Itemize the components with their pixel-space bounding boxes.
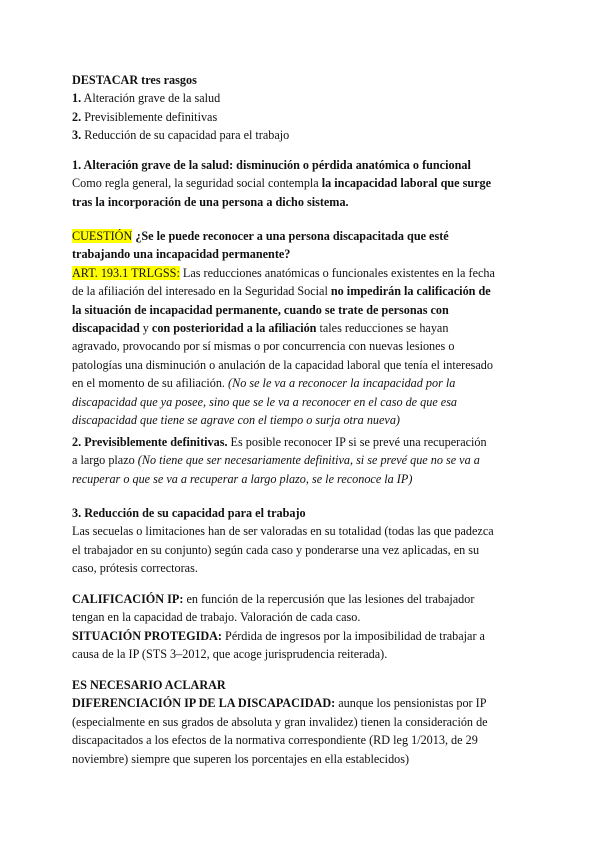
- section-title: ES NECESARIO ACLARAR: [72, 678, 226, 692]
- section-heading: 3. Reducción de su capacidad para el trabajo: [72, 506, 306, 520]
- list-item: 1. Alteración grave de la salud: [72, 91, 221, 106]
- section-heading: 1. Alteración grave de la salud: disminución o pérdida anatómica o funcional: [72, 158, 471, 172]
- highlighted-label: CUESTIÓN: [72, 229, 133, 243]
- term-label: SITUACIÓN PROTEGIDA:: [72, 628, 222, 643]
- section-title: DESTACAR tres rasgos: [72, 73, 197, 87]
- term-label: DIFERENCIACIÓN IP DE LA DISCAPACIDAD:: [72, 696, 336, 711]
- term-label: CALIFICACIÓN IP:: [72, 592, 184, 606]
- list-item: 3. Reducción de su capacidad para el trabajo: [72, 128, 290, 143]
- section-3: 3. Reducción de su capacidad para el trabajo Las secuelas o limitaciones han de ser valoradas en su totalidad (todas las que padezca el trabajador en su conjunto) según cada caso y ponderarse una vez aplicadas, en su caso, prótesis correctoras.: [72, 506, 494, 576]
- aclarar-section: ES NECESARIO ACLARAR DIFERENCIACIÓN IP DE LA DISCAPACIDAD: aunque los pensionistas por IP (especialmente en sus grados de absoluta y gran invalidez) tienen la consideración de discapacitados a los efectos de la normativa correspondiente (RD leg 1/2013, de 29 noviembre) siempre que superen los porcentajes en ella establecidos): [72, 678, 488, 766]
- paragraph-line: tras la incorporación de una persona a dicho sistema.: [72, 194, 349, 209]
- question-text: ¿Se le puede reconocer a una persona discapacitada que esté: [135, 229, 449, 243]
- section-2: 2. Previsiblemente definitivas. Es posible reconocer IP si se prevé una recuperación a largo plazo (No tiene que ser necesariamente definitiva, si se prevé que no se va a recuperar o que se va a recuperar a largo plazo, se le reconoce la IP): [72, 435, 487, 486]
- section-heading: 2. Previsiblemente definitivas.: [72, 435, 228, 449]
- highlights-block: [72, 71, 534, 145]
- calificacion-section: CALIFICACIÓN IP: en función de la repercusión que las lesiones del trabajador tengan en la capacidad de trabajo. Valoración de cada caso. SITUACIÓN PROTEGIDA: Pérdida de ingresos por la imposibilidad de trabajar a causa de la IP (STS 3–2012, que acoge jurisprudencia reiterada).: [72, 592, 485, 662]
- highlighted-label: ART. 193.1 TRLGSS:: [72, 265, 180, 280]
- paragraph-line: Como regla general, la seguridad social contempla la incapacidad laboral que surge: [72, 176, 492, 191]
- question-section: CUESTIÓN ¿Se le puede reconocer a una persona discapacitada que esté trabajando una incapacidad permanente? ART. 193.1 TRLGSS: Las reducciones anatómicas o funcionales existentes en la fecha de la afiliación del interesado en la Seguridad Social no impedirán la calificación de la situación de incapacidad permanente, cuando se trate de personas con discapacidad y con posterioridad a la afiliación tales reducciones se hayan agravado, provocando por sí mismas o por concurrencia con nuevas lesiones o patologías una disminución o anulación de la capacidad laboral que tenía el interesado en el momento de su afiliación. (No se le va a reconocer la incapacidad por la discapacidad que ya posee, sino que se le va a reconocer en el caso de que esa discapacidad que tiene se agrave con el tiempo o surja otra nueva): [72, 229, 495, 428]
- list-item: 2. Previsiblemente definitivas: [72, 109, 218, 124]
- section-1: [72, 156, 534, 211]
